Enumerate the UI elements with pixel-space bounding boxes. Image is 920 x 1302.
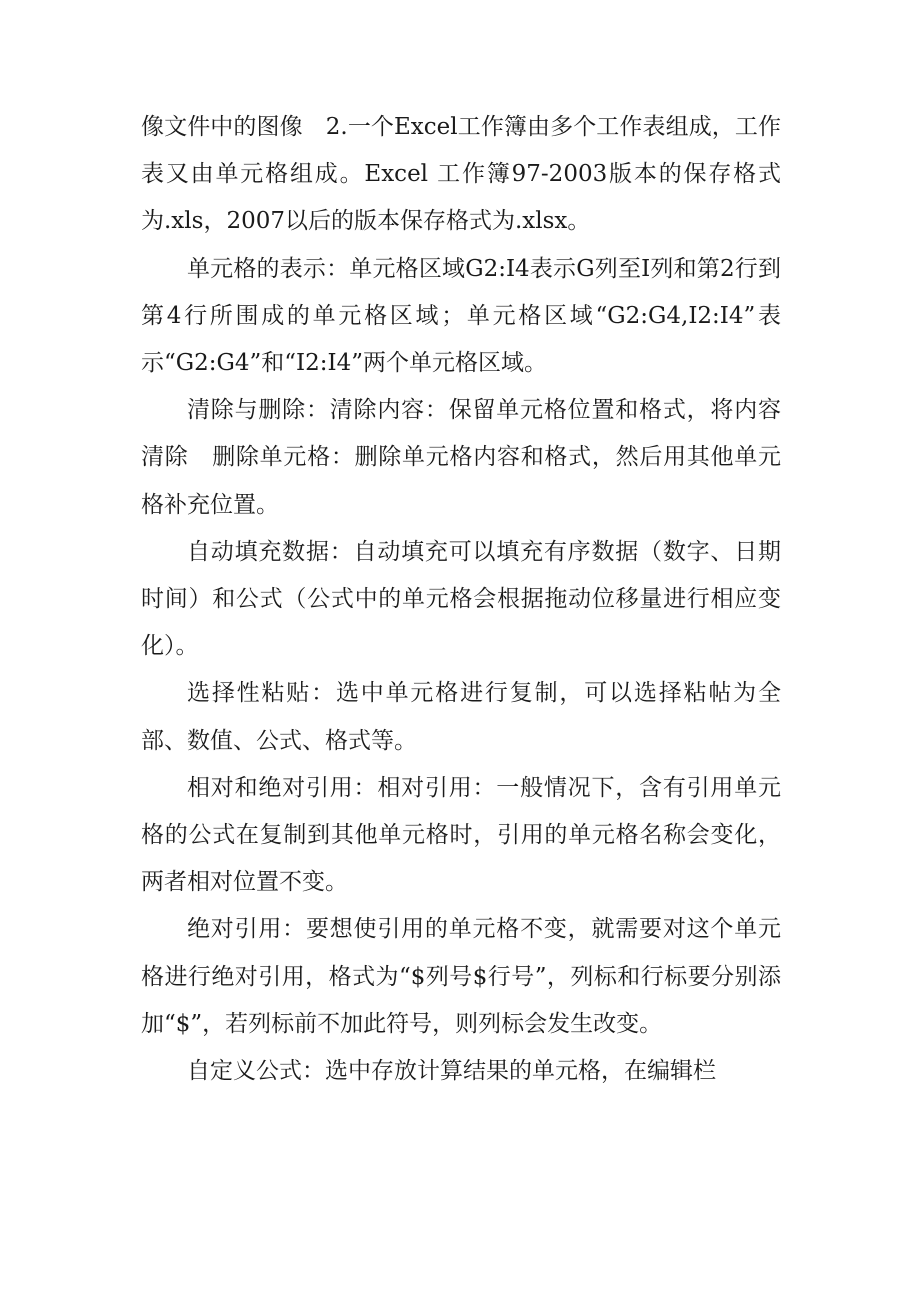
paragraph-autofill: 自动填充数据：自动填充可以填充有序数据（数字、日期时间）和公式（公式中的单元格会根据拖动位移量进行相应变化）。 bbox=[141, 538, 781, 660]
paragraph-paste-special: 选择性粘贴：选中单元格进行复制，可以选择粘帖为全部、数值、公式、格式等。 bbox=[141, 680, 781, 754]
paragraph-cell-notation: 单元格的表示：单元格区域G2:I4表示G列至I列和第2行到第4行所围成的单元格区域；单元格区域“G2:G4,I2:I4”表示“G2:G4”和“I2:I4”两个单元格区域。 bbox=[141, 255, 781, 377]
paragraph-clear-delete: 清除与删除：清除内容：保留单元格位置和格式，将内容清除 删除单元格：删除单元格内容和格式，然后用其他单元格补充位置。 bbox=[141, 397, 781, 518]
paragraph-relative-reference: 相对和绝对引用：相对引用：一般情况下，含有引用单元格的公式在复制到其他单元格时，引用的单元格名称会变化，两者相对位置不变。 bbox=[141, 774, 781, 896]
paragraph-custom-formula: 自定义公式：选中存放计算结果的单元格，在编辑栏 bbox=[187, 1058, 716, 1085]
paragraph-absolute-reference: 绝对引用：要想使引用的单元格不变，就需要对这个单元格进行绝对引用，格式为“$列号$行号”，列标和行标要分别添加“$”，若列标前不加此符号，则列标会发生改变。 bbox=[141, 916, 781, 1037]
document-body bbox=[141, 104, 781, 1095]
paragraph-file-format: 像文件中的图像 2.一个Excel工作簿由多个工作表组成，工作表又由单元格组成。Excel 工作簿97-2003版本的保存格式为.xls，2007以后的版本保存格式为.xlsx。 bbox=[141, 114, 781, 235]
